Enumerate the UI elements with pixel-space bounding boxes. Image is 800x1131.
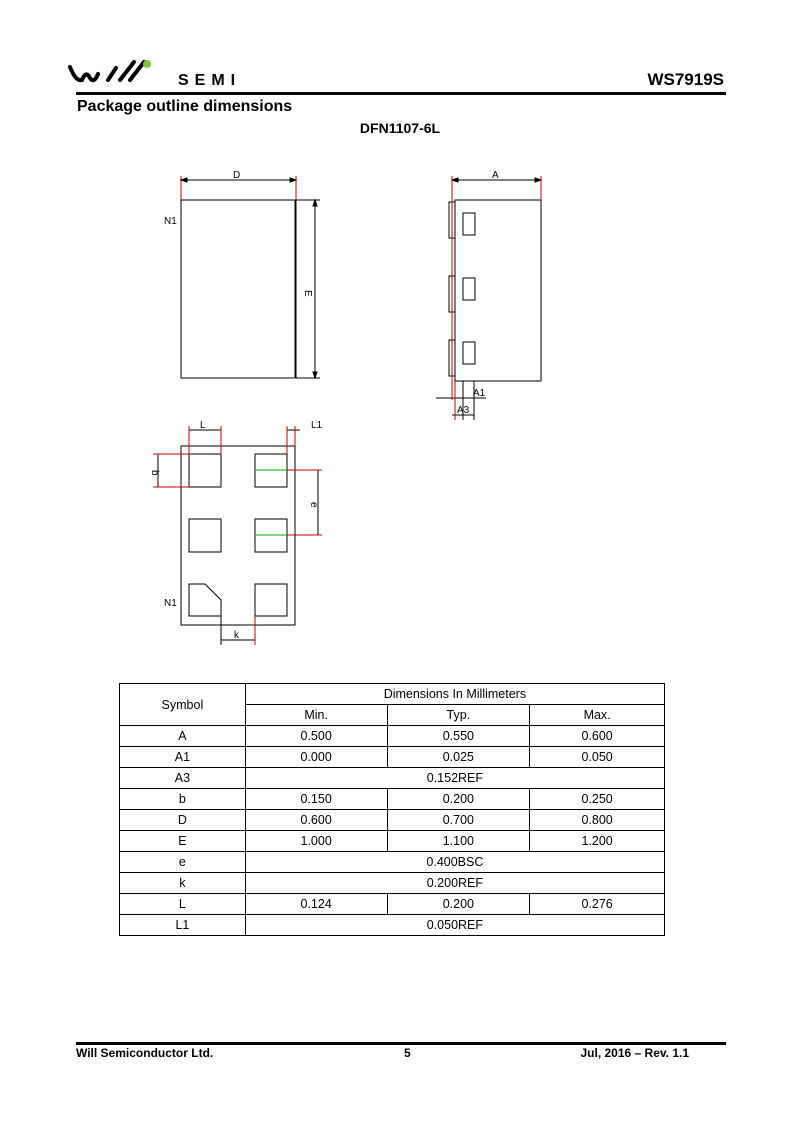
footer-company: Will Semiconductor Ltd.	[76, 1046, 214, 1060]
symbol-cell: A3	[120, 768, 246, 789]
symbol-cell: b	[120, 789, 246, 810]
label-e: e	[308, 502, 319, 508]
table-row	[120, 789, 665, 810]
max-cell: 0.800	[530, 810, 665, 831]
typ-cell: 0.025	[387, 747, 530, 768]
symbol-header: Symbol	[120, 684, 246, 726]
footer-date-revision: Jul, 2016 – Rev. 1.1	[580, 1046, 689, 1060]
label-N1-bottom: N1	[164, 598, 177, 609]
will-semi-logo	[68, 58, 258, 90]
table-row	[120, 894, 665, 915]
min-cell: 1.000	[245, 831, 387, 852]
table-row	[120, 726, 665, 747]
group-header: Dimensions In Millimeters	[245, 684, 664, 705]
dimensions-table	[119, 683, 665, 936]
label-E: E	[302, 290, 313, 297]
symbol-cell: L	[120, 894, 246, 915]
max-cell: 0.250	[530, 789, 665, 810]
label-D: D	[233, 170, 241, 181]
min-cell: 0.500	[245, 726, 387, 747]
typ-cell: 0.200	[387, 789, 530, 810]
symbol-cell: A	[120, 726, 246, 747]
symbol-cell: e	[120, 852, 246, 873]
min-cell: 0.150	[245, 789, 387, 810]
label-A3: A3	[457, 405, 470, 416]
logo-text: SEMI	[178, 72, 242, 89]
max-cell: 0.276	[530, 894, 665, 915]
ref-value-cell: 0.152REF	[245, 768, 664, 789]
typ-cell: 0.200	[387, 894, 530, 915]
footer-rule	[76, 1042, 726, 1045]
typ-cell: 0.700	[387, 810, 530, 831]
table-row	[120, 873, 665, 894]
symbol-cell: k	[120, 873, 246, 894]
label-b: b	[149, 470, 160, 476]
package-drawing	[0, 160, 800, 660]
package-name: DFN1107-6L	[359, 120, 441, 136]
min-cell: 0.600	[245, 810, 387, 831]
max-header: Max.	[530, 705, 665, 726]
symbol-cell: A1	[120, 747, 246, 768]
header-rule	[76, 92, 726, 95]
table-row	[120, 852, 665, 873]
table-row	[120, 831, 665, 852]
table-row	[120, 915, 665, 936]
max-cell: 1.200	[530, 831, 665, 852]
max-cell: 0.600	[530, 726, 665, 747]
page-number: 5	[404, 1046, 411, 1060]
table-row	[120, 768, 665, 789]
typ-cell: 0.550	[387, 726, 530, 747]
symbol-cell: L1	[120, 915, 246, 936]
table-header-row	[120, 684, 665, 705]
label-L1: L1	[311, 420, 323, 431]
ref-value-cell: 0.400BSC	[245, 852, 664, 873]
ref-value-cell: 0.050REF	[245, 915, 664, 936]
bottom-view	[158, 430, 318, 645]
max-cell: 0.050	[530, 747, 665, 768]
top-view	[181, 178, 320, 378]
symbol-cell: D	[120, 810, 246, 831]
label-L: L	[200, 420, 206, 431]
table-row	[120, 747, 665, 768]
label-A1: A1	[473, 388, 486, 399]
typ-header: Typ.	[387, 705, 530, 726]
label-A: A	[492, 170, 499, 181]
label-k: k	[234, 630, 239, 641]
part-number: WS7919S	[647, 70, 724, 89]
ref-value-cell: 0.200REF	[245, 873, 664, 894]
min-cell: 0.124	[245, 894, 387, 915]
section-title: Package outline dimensions	[77, 98, 293, 115]
label-N1-top: N1	[164, 216, 177, 227]
symbol-cell: E	[120, 831, 246, 852]
table-row	[120, 810, 665, 831]
min-header: Min.	[245, 705, 387, 726]
typ-cell: 1.100	[387, 831, 530, 852]
min-cell: 0.000	[245, 747, 387, 768]
